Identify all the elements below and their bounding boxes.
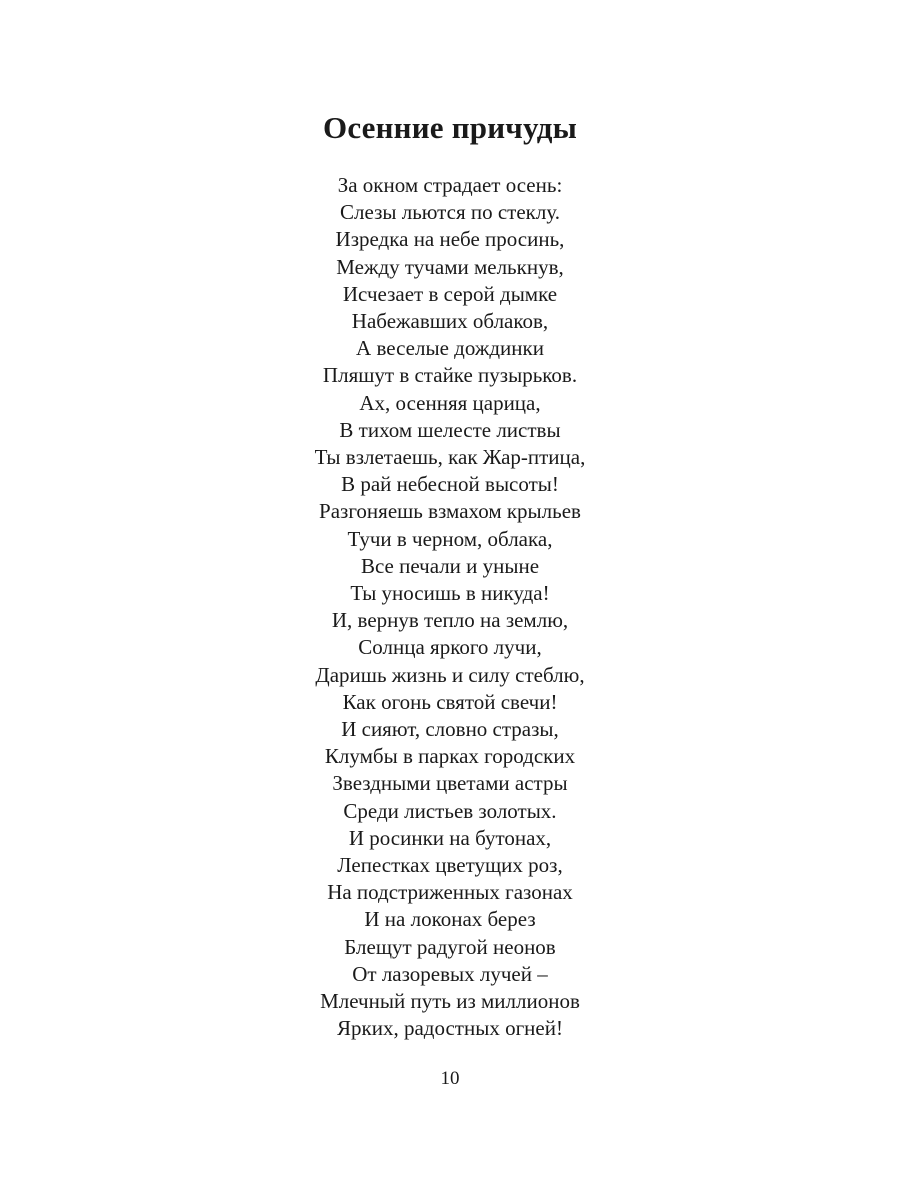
poem-line: Клумбы в парках городских bbox=[324, 744, 576, 769]
poem-line: Лепестках цветущих роз, bbox=[337, 853, 563, 878]
poem-line: Млечный путь из миллионов bbox=[320, 989, 580, 1014]
poem-line: И росинки на бутонах, bbox=[348, 825, 552, 850]
poem-line: Солнца яркого лучи, bbox=[358, 635, 542, 660]
poem-line: В тихом шелесте листвы bbox=[339, 417, 561, 442]
poem-line: Изредка на небе просинь, bbox=[335, 227, 565, 252]
poem-line: И, вернув тепло на землю, bbox=[331, 608, 569, 633]
poem-line: За окном страдает осень: bbox=[337, 173, 563, 197]
poem-line: В рай небесной высоты! bbox=[341, 472, 559, 497]
poem-line: Среди листьев золотых. bbox=[343, 798, 557, 823]
poem-line: Ты уносишь в никуда! bbox=[350, 581, 550, 606]
poem-line: Тучи в черном, облака, bbox=[347, 526, 553, 551]
poem-line: Блещут радугой неонов bbox=[344, 934, 556, 959]
poem-line: Слезы льются по стеклу. bbox=[340, 200, 560, 225]
poem-line: На подстриженных газонах bbox=[327, 880, 573, 905]
poem-line: А веселые дождинки bbox=[356, 336, 544, 361]
poem-line: Пляшут в стайке пузырьков. bbox=[322, 363, 578, 388]
poem-line: И на локонах берез bbox=[364, 907, 536, 932]
poem-line: Ах, осенняя царица, bbox=[359, 390, 541, 415]
poem-body bbox=[0, 172, 900, 1043]
poem-line: Даришь жизнь и силу стеблю, bbox=[315, 662, 585, 687]
poem-line: Ты взлетаешь, как Жар-птица, bbox=[314, 445, 586, 470]
poem-line: Все печали и уныне bbox=[360, 553, 540, 578]
poem-title: Осенние причуды bbox=[323, 110, 577, 145]
page-number: 10 bbox=[440, 1068, 460, 1089]
poem-line: Исчезает в серой дымке bbox=[342, 281, 558, 306]
poem-line: Набежавших облаков, bbox=[351, 309, 549, 334]
poem-line: Как огонь святой свечи! bbox=[342, 689, 558, 714]
poem-line: От лазоревых лучей – bbox=[352, 961, 548, 986]
poem-line: Разгоняешь взмахом крыльев bbox=[319, 499, 581, 524]
poem-line: Ярких, радостных огней! bbox=[337, 1016, 563, 1041]
poem-line: И сияют, словно стразы, bbox=[341, 717, 559, 742]
poem-line: Звездными цветами астры bbox=[332, 771, 568, 796]
poem-line: Между тучами мелькнув, bbox=[336, 254, 564, 279]
